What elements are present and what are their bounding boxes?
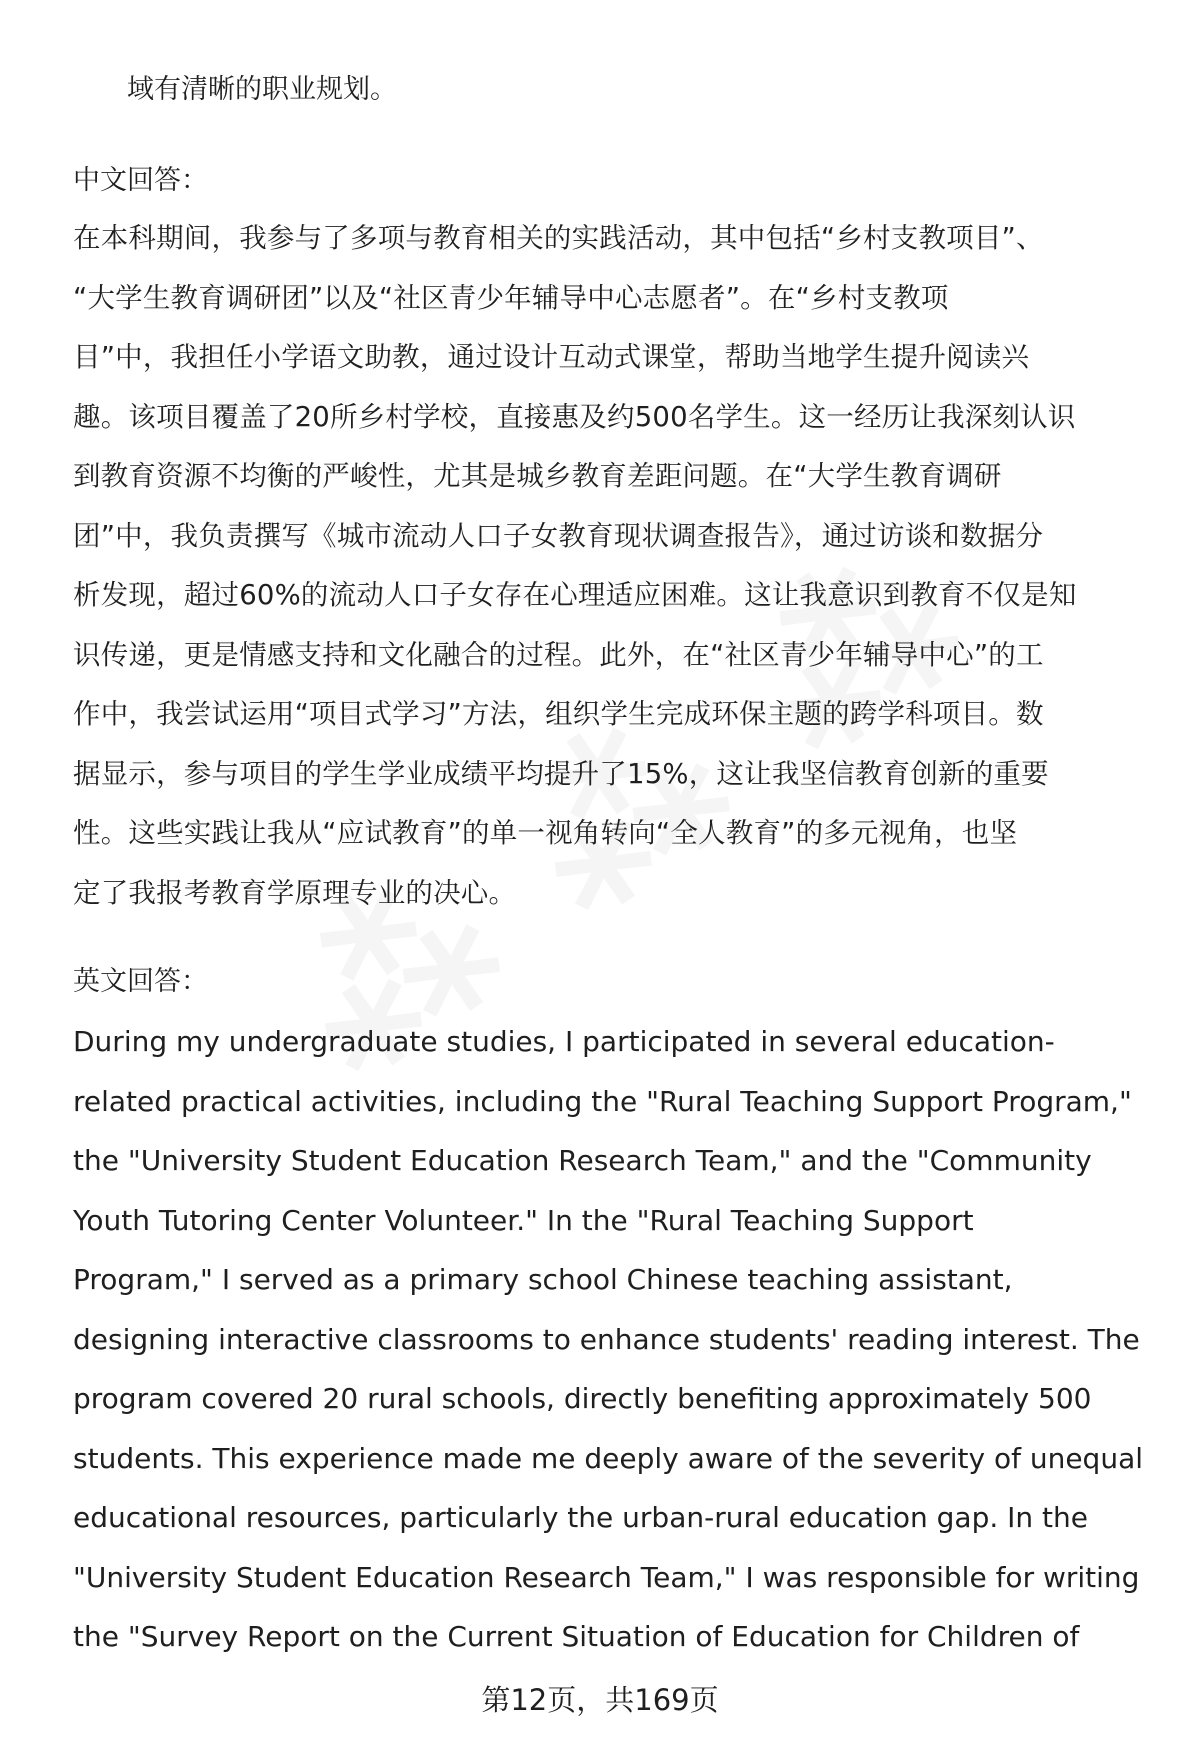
paragraph-line: 目”中，我担任小学语文助教，通过设计互动式课堂，帮助当地学生提升阅读兴 <box>73 341 1030 373</box>
paragraph-line: Program," I served as a primary school Chinese teaching assistant, <box>73 1263 1013 1296</box>
page-number-footer: 第12页，共169页 <box>481 1683 719 1717</box>
paragraph-line: 性。这些实践让我从“应试教育”的单一视角转向“全人教育”的多元视角，也坚 <box>73 817 1018 849</box>
paragraph-line: 据显示，参与项目的学生学业成绩平均提升了15%，这让我坚信教育创新的重要 <box>73 757 1049 790</box>
paragraph-line: 团”中，我负责撰写《城市流动人口子女教育现状调查报告》，通过访谈和数据分 <box>73 519 1044 552</box>
english-answer-label: 英文回答： <box>73 966 208 997</box>
paragraph-line: the "Survey Report on the Current Situation of Education for Children of <box>73 1620 1080 1653</box>
paragraph-line: 作中，我尝试运用“项目式学习”方法，组织学生完成环保主题的跨学科项目。数 <box>73 698 1044 730</box>
paragraph-line: related practical activities, including the "Rural Teaching Support Program," <box>73 1084 1132 1118</box>
paragraph-line: 在本科期间，我参与了多项与教育相关的实践活动，其中包括“乡村支教项目”、 <box>73 222 1044 254</box>
continued-text-fragment: 域有清晰的职业规划。 <box>127 74 397 105</box>
paragraph-line: 识传递，更是情感支持和文化融合的过程。此外，在“社区青少年辅导中心”的工 <box>73 638 1044 671</box>
paragraph-line: During my undergraduate studies, I participated in several education- <box>73 1025 1055 1058</box>
paragraph-line: 趣。该项目覆盖了20所乡村学校，直接惠及约500名学生。这一经历让我深刻认识 <box>73 400 1076 433</box>
paragraph-line: “大学生教育调研团”以及“社区青少年辅导中心志愿者”。在“乡村支教项 <box>73 281 949 314</box>
paragraph-line: students. This experience made me deeply aware of the severity of unequal <box>73 1441 1144 1475</box>
chinese-answer-label: 中文回答： <box>73 165 208 196</box>
paragraph-line: designing interactive classrooms to enhance students' reading interest. The <box>73 1322 1140 1356</box>
chinese-answer-paragraph <box>73 209 1153 923</box>
paragraph-line: 定了我报考教育学原理专业的决心。 <box>73 876 517 909</box>
paragraph-line: educational resources, particularly the urban-rural education gap. In the <box>73 1501 1088 1534</box>
english-answer-paragraph <box>73 1012 1153 1667</box>
paragraph-line: 析发现，超过60%的流动人口子女存在心理适应困难。这让我意识到教育不仅是知 <box>73 579 1077 611</box>
paragraph-line: Youth Tutoring Center Volunteer." In the "Rural Teaching Support <box>73 1203 974 1237</box>
paragraph-line: the "University Student Education Research Team," and the "Community <box>73 1144 1092 1177</box>
paragraph-line: "University Student Education Research Team," I was responsible for writing <box>73 1560 1140 1594</box>
paragraph-line: 到教育资源不均衡的严峻性，尤其是城乡教育差距问题。在“大学生教育调研 <box>73 460 1002 492</box>
paragraph-line: program covered 20 rural schools, directly benefiting approximately 500 <box>73 1382 1092 1415</box>
